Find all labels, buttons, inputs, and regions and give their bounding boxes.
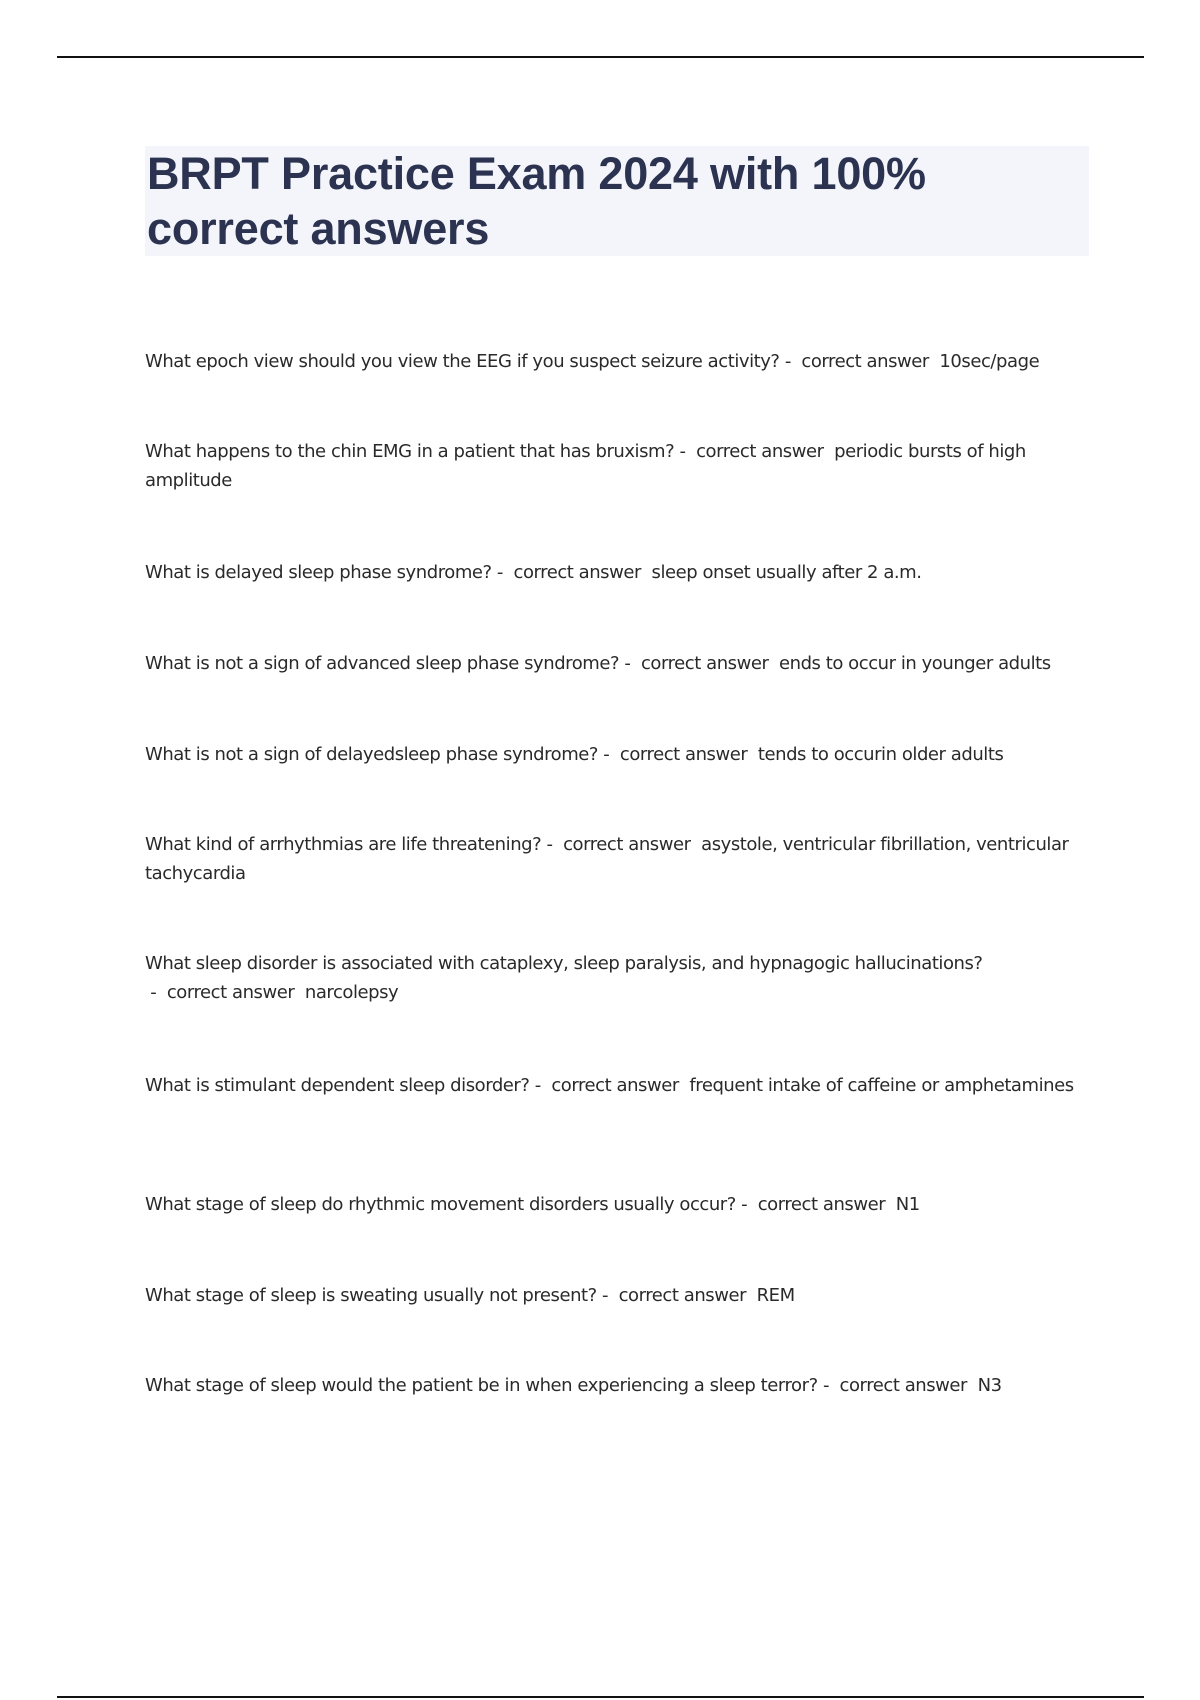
answer-text: sleep onset usually after 2 a.m. — [651, 562, 922, 583]
answer-marker: - correct answer — [817, 1375, 978, 1396]
answer-marker: - correct answer — [491, 562, 652, 583]
question-text: What epoch view should you view the EEG if you suspect seizure activity? — [145, 351, 780, 372]
answer-text: periodic bursts of high amplitude — [145, 441, 1026, 491]
top-rule — [57, 56, 1144, 58]
question-text: What stage of sleep do rhythmic movement disorders usually occur? — [145, 1194, 736, 1215]
qa-item — [145, 1281, 1095, 1310]
answer-text: tends to occurin older adults — [757, 744, 1004, 765]
qa-item — [145, 558, 1095, 587]
question-text: What is not a sign of delayedsleep phase syndrome? — [145, 744, 599, 765]
qa-item — [145, 649, 1095, 678]
answer-marker: - correct answer — [541, 834, 702, 855]
answer-text: REM — [756, 1285, 795, 1306]
bottom-rule — [57, 1696, 1144, 1698]
qa-item — [145, 437, 1095, 495]
qa-item — [145, 740, 1095, 769]
answer-text: narcolepsy — [304, 982, 399, 1003]
answer-marker: - correct answer — [529, 1075, 690, 1096]
question-text: What happens to the chin EMG in a patient that has bruxism? — [145, 441, 675, 462]
qa-item — [145, 1071, 1095, 1100]
answer-marker: - correct answer — [619, 653, 779, 674]
answer-text: frequent intake of caffeine or amphetamines — [689, 1075, 1074, 1096]
answer-marker: - correct answer — [598, 744, 758, 765]
answer-marker: - correct answer — [674, 441, 835, 462]
qa-item — [145, 1371, 1095, 1400]
question-text: What stage of sleep would the patient be in when experiencing a sleep terror? — [145, 1375, 818, 1396]
question-text: What stage of sleep is sweating usually not present? — [145, 1285, 597, 1306]
question-text: What sleep disorder is associated with cataplexy, sleep paralysis, and hypnagogic hallucinations? — [145, 953, 983, 974]
answer-marker: - correct answer — [735, 1194, 896, 1215]
answer-marker: - correct answer — [596, 1285, 757, 1306]
answer-text: ends to occur in younger adults — [778, 653, 1051, 674]
qa-item — [145, 830, 1095, 888]
answer-marker: - correct answer — [145, 982, 305, 1003]
qa-item — [145, 949, 1095, 1007]
answer-text: asystole, ventricular fibrillation, ventricular tachycardia — [145, 834, 1069, 884]
question-text: What is delayed sleep phase syndrome? — [145, 562, 492, 583]
answer-text: N3 — [977, 1375, 1002, 1396]
question-text: What is not a sign of advanced sleep phase syndrome? — [145, 653, 620, 674]
qa-item — [145, 1190, 1095, 1219]
question-text: What is stimulant dependent sleep disorder? — [145, 1075, 530, 1096]
answer-text: 10sec/page — [939, 351, 1040, 372]
title-banner — [145, 146, 1089, 256]
page-title: BRPT Practice Exam 2024 with 100% correct answers — [147, 148, 926, 254]
qa-item — [145, 347, 1095, 376]
question-text: What kind of arrhythmias are life threatening? — [145, 834, 542, 855]
answer-marker: - correct answer — [779, 351, 940, 372]
answer-text: N1 — [895, 1194, 920, 1215]
